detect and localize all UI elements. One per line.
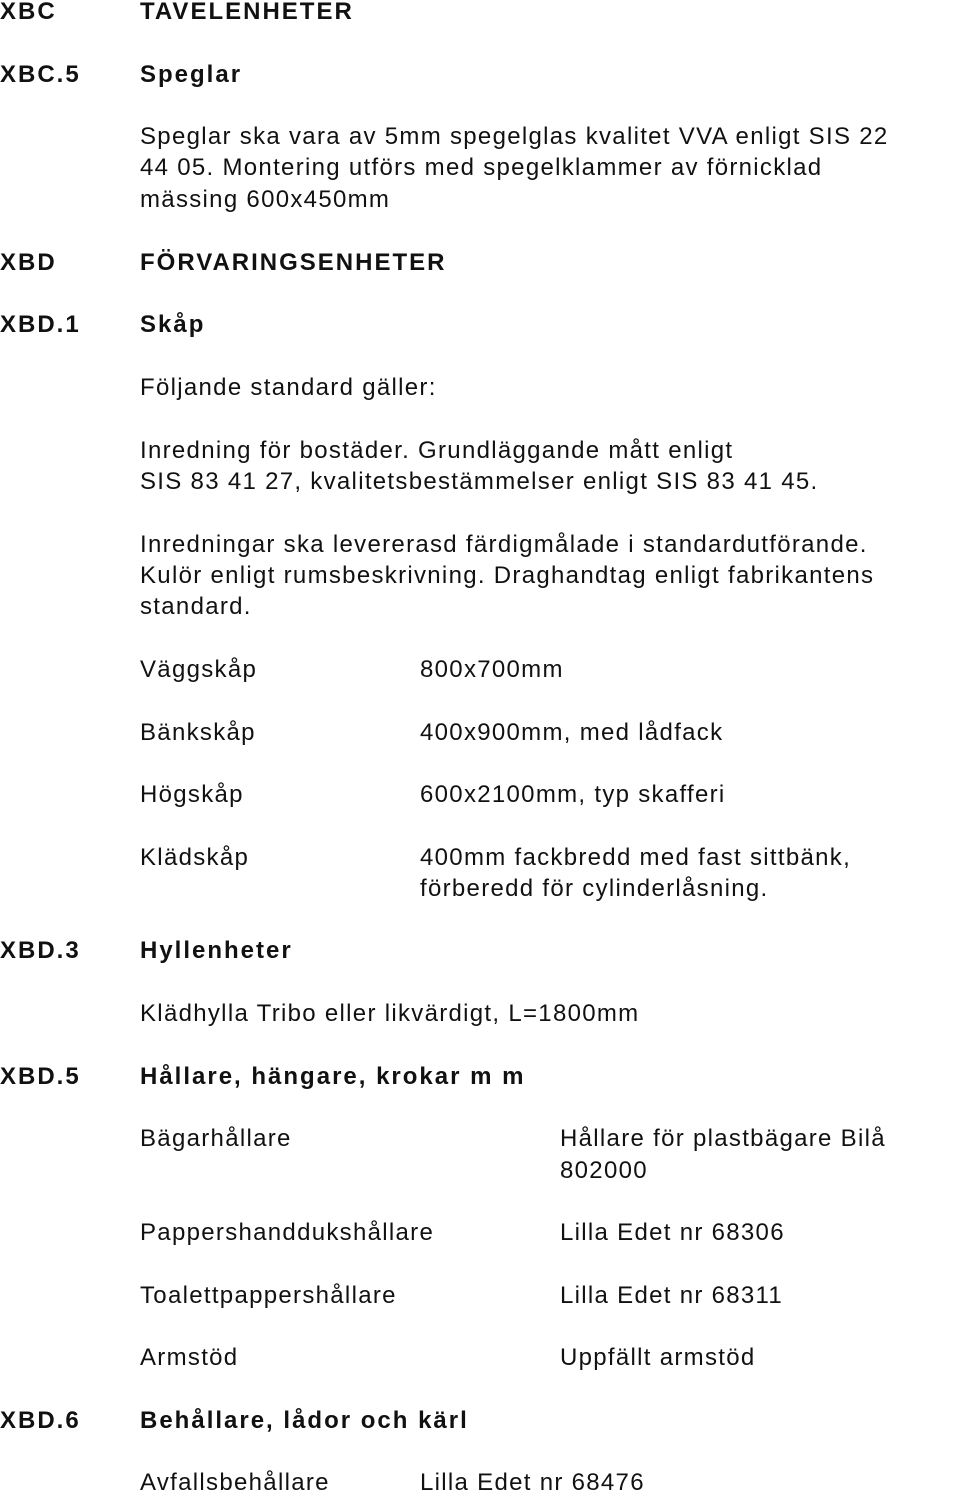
section-code-xbc5: XBC.5 [0,61,81,88]
behallare-item-spec: Lilla Edet nr 68476 [420,1469,645,1496]
skap-item-name: Högskåp [140,781,244,808]
section-title-behallare: Behållare, lådor och kärl [140,1407,469,1434]
skap-item-spec: 400mm fackbredd med fast sittbänk, [420,844,852,871]
speglar-text-line-1: Speglar ska vara av 5mm spegelglas kvalitet VVA enligt SIS 22 [140,123,889,150]
hyllenheter-text: Klädhylla Tribo eller likvärdigt, L=1800mm [140,1000,640,1027]
skap-intro: Följande standard gäller: [140,374,437,401]
skap-item-name: Klädskåp [140,844,250,871]
skap-para1-line-1: Inredning för bostäder. Grundläggande mått enligt [140,437,734,464]
hallare-item-spec: 802000 [560,1157,648,1184]
hallare-item-spec: Hållare för plastbägare Bilå [560,1125,886,1152]
section-title-speglar: Speglar [140,61,243,88]
section-title-skap: Skåp [140,311,206,338]
section-title-hyllenheter: Hyllenheter [140,937,293,964]
speglar-text-line-3: mässing 600x450mm [140,186,391,213]
section-title-hallare: Hållare, hängare, krokar m m [140,1063,526,1090]
skap-para2-line-2: Kulör enligt rumsbeskrivning. Draghandtag enligt fabrikantens [140,562,875,589]
section-code-xbd6: XBD.6 [0,1407,81,1434]
section-code-xbd5: XBD.5 [0,1063,81,1090]
skap-para2-line-3: standard. [140,593,252,620]
hallare-item-name: Toalettpappershållare [140,1282,397,1309]
section-title-forvaringsenheter: FÖRVARINGSENHETER [140,249,447,276]
skap-item-spec: förberedd för cylinderlåsning. [420,875,769,902]
hallare-item-spec: Lilla Edet nr 68311 [560,1282,784,1309]
skap-para2-line-1: Inredningar ska levererasd färdigmålade i standardutförande. [140,531,868,558]
section-title-tavelenheter: TAVELENHETER [140,0,354,25]
section-code-xbd1: XBD.1 [0,311,81,338]
skap-item-spec: 600x2100mm, typ skafferi [420,781,726,808]
hallare-item-name: Bägarhållare [140,1125,292,1152]
skap-item-name: Väggskåp [140,656,258,683]
speglar-text-line-2: 44 05. Montering utförs med spegelklammer av förnicklad [140,154,823,181]
hallare-item-name: Armstöd [140,1344,239,1371]
hallare-item-spec: Uppfällt armstöd [560,1344,756,1371]
skap-item-spec: 400x900mm, med lådfack [420,719,724,746]
behallare-item-name: Avfallsbehållare [140,1469,330,1496]
section-code-xbd: XBD [0,249,57,276]
hallare-item-name: Pappershanddukshållare [140,1219,435,1246]
skap-item-name: Bänkskåp [140,719,256,746]
section-code-xbc: XBC [0,0,57,25]
section-code-xbd3: XBD.3 [0,937,81,964]
skap-item-spec: 800x700mm [420,656,564,683]
hallare-item-spec: Lilla Edet nr 68306 [560,1219,785,1246]
skap-para1-line-2: SIS 83 41 27, kvalitetsbestämmelser enligt SIS 83 41 45. [140,468,819,495]
